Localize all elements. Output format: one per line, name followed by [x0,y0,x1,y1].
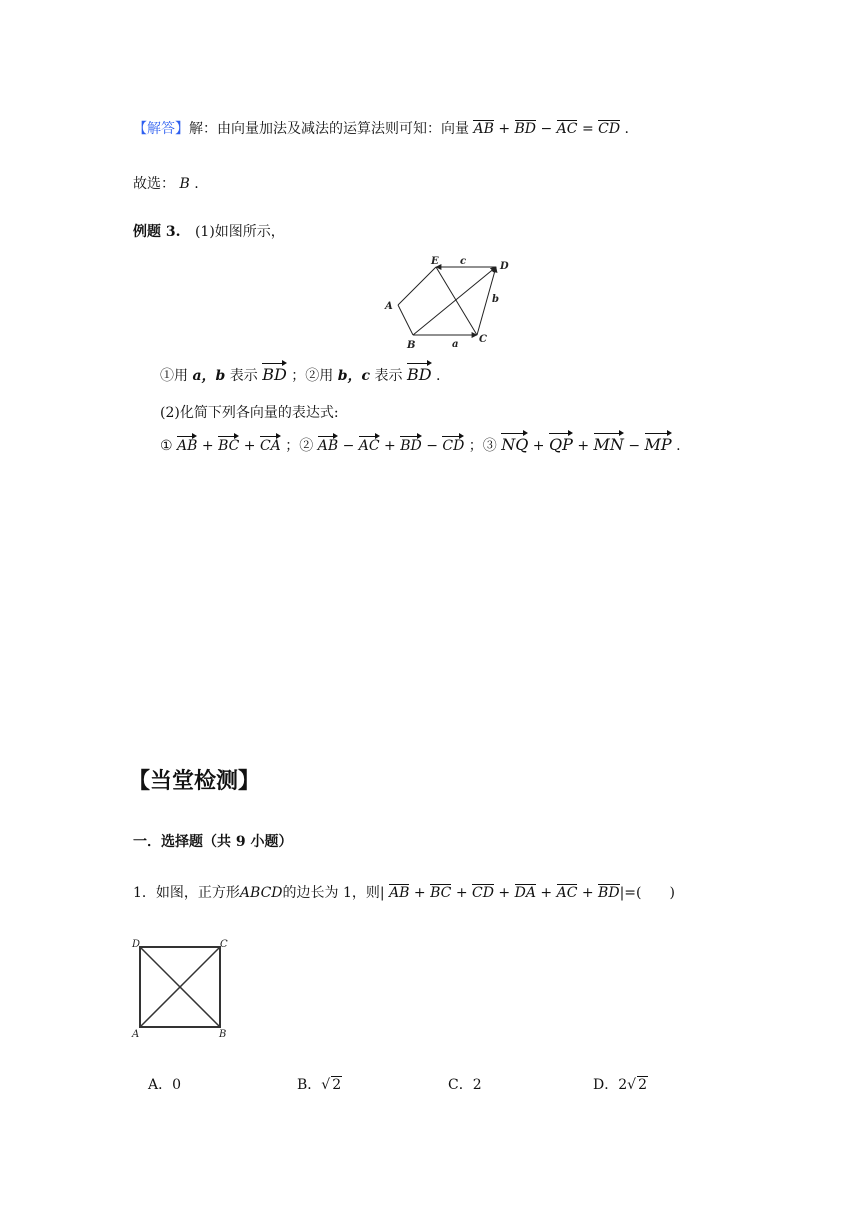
vector: AB [389,885,410,901]
option-c[interactable] [448,1074,482,1094]
example-q1 [160,362,440,385]
fig-label-e-point: E [431,256,439,267]
vector-bd: BD [514,121,537,137]
minus-sign: − [540,121,553,137]
vector-ac: AC [556,121,578,137]
operator: + [243,438,256,454]
fig-label-a-point: A [385,301,393,312]
option-value: 0 [172,1077,182,1093]
vector: QP [549,432,573,454]
vector: MP [645,432,672,454]
vector: AC [359,435,380,454]
sqrt-sign: √ [321,1077,331,1093]
question-1 [133,882,675,902]
equals-sign: = [581,121,594,137]
fig-label-b-point: B [407,340,416,351]
operator: − [628,438,641,454]
fig-label-vec-b: b [492,294,499,305]
vector: BC [218,435,239,454]
q1-text-c: 表示 [374,368,403,384]
vector: BC [430,885,452,901]
option-d[interactable] [593,1074,648,1094]
vector: CD [472,885,494,901]
vector: DA [514,885,536,901]
period: . [624,121,629,137]
option-value: 2 [332,1077,342,1093]
vector: BD [400,435,422,454]
operator: + [581,885,594,901]
answer-intro: 解：由向量加法及减法的运算法则可知：向量 [189,121,469,137]
vector: AC [556,885,578,901]
option-key: C． [448,1077,473,1093]
square-figure [128,936,232,1040]
choice-label: 故选： [133,176,175,192]
vector-figure [380,252,520,352]
vector-bd-2: BD [407,362,432,384]
vector-bd: BD [262,362,287,384]
section-subtitle: 一．选择题（共 9 小题） [133,834,293,850]
fig-label-d-point: D [500,261,509,272]
q1-tail: |=( ) [619,885,675,901]
period: . [194,176,199,192]
answer-tag: 【解答】 [133,121,189,137]
q1-shape: ABCD [239,885,283,901]
section-title: 【当堂检测】 [128,769,261,794]
operator: + [498,885,511,901]
sqrt-sign: √ [627,1077,637,1093]
q1-text-b: 表示 [229,368,258,384]
fig-label-vec-a: a [452,339,459,350]
operator: − [426,438,438,454]
vector-cd: CD [598,121,621,137]
abs-bar: | [379,885,385,901]
vector: CA [260,435,281,454]
expr-sep: ；③ [468,438,497,454]
choice-line [133,173,199,193]
vector: MN [594,432,624,454]
q1-text-a: ①用 [160,368,188,384]
fig-label-vec-c: c [460,256,467,267]
operator: + [532,438,545,454]
vector: AB [318,435,338,454]
operator: + [577,438,590,454]
square-label-d: D [132,939,141,950]
option-value: 2 [638,1077,647,1093]
q1-sep: ；②用 [291,368,334,384]
operator: + [384,438,396,454]
plus-sign: + [498,121,511,137]
operator: + [455,885,468,901]
q1-lead: 1．如图，正方形 [133,885,240,901]
operator: + [540,885,553,901]
period: . [676,438,681,454]
vector: BD [598,885,620,901]
option-key: D． [593,1077,619,1093]
expr-sep: ；② [285,438,314,454]
operator: + [201,438,214,454]
answer-line [133,118,629,138]
example-part2: (2)化简下列各向量的表达式: [160,405,339,421]
q1-mid: 的边长为 1，则 [282,885,380,901]
period: . [436,368,441,384]
example-expressions [160,432,681,455]
q1-vars-bc: b，c [337,368,371,384]
example-title: 例题 3. [133,224,181,240]
operator: − [342,438,355,454]
q1-vars-ab: a，b [192,368,226,384]
fig-label-c-point: C [479,334,487,345]
option-b[interactable] [297,1074,342,1094]
example-header [133,221,285,241]
operator: + [413,885,426,901]
square-label-b: B [219,1029,227,1040]
option-coefficient: 2 [618,1077,628,1093]
expr-1-number: ① [160,438,173,454]
option-value: 2 [472,1077,482,1093]
example-part1: (1)如图所示， [194,224,285,240]
vector: CD [442,435,464,454]
choice-value: B [179,176,190,192]
vector: NQ [501,432,528,454]
vector-ab: AB [473,121,494,137]
option-a[interactable] [148,1074,181,1094]
vector: AB [177,435,197,454]
option-key: B． [297,1077,322,1093]
square-label-a: A [132,1029,140,1040]
option-key: A． [148,1077,173,1093]
square-label-c: C [220,939,228,950]
